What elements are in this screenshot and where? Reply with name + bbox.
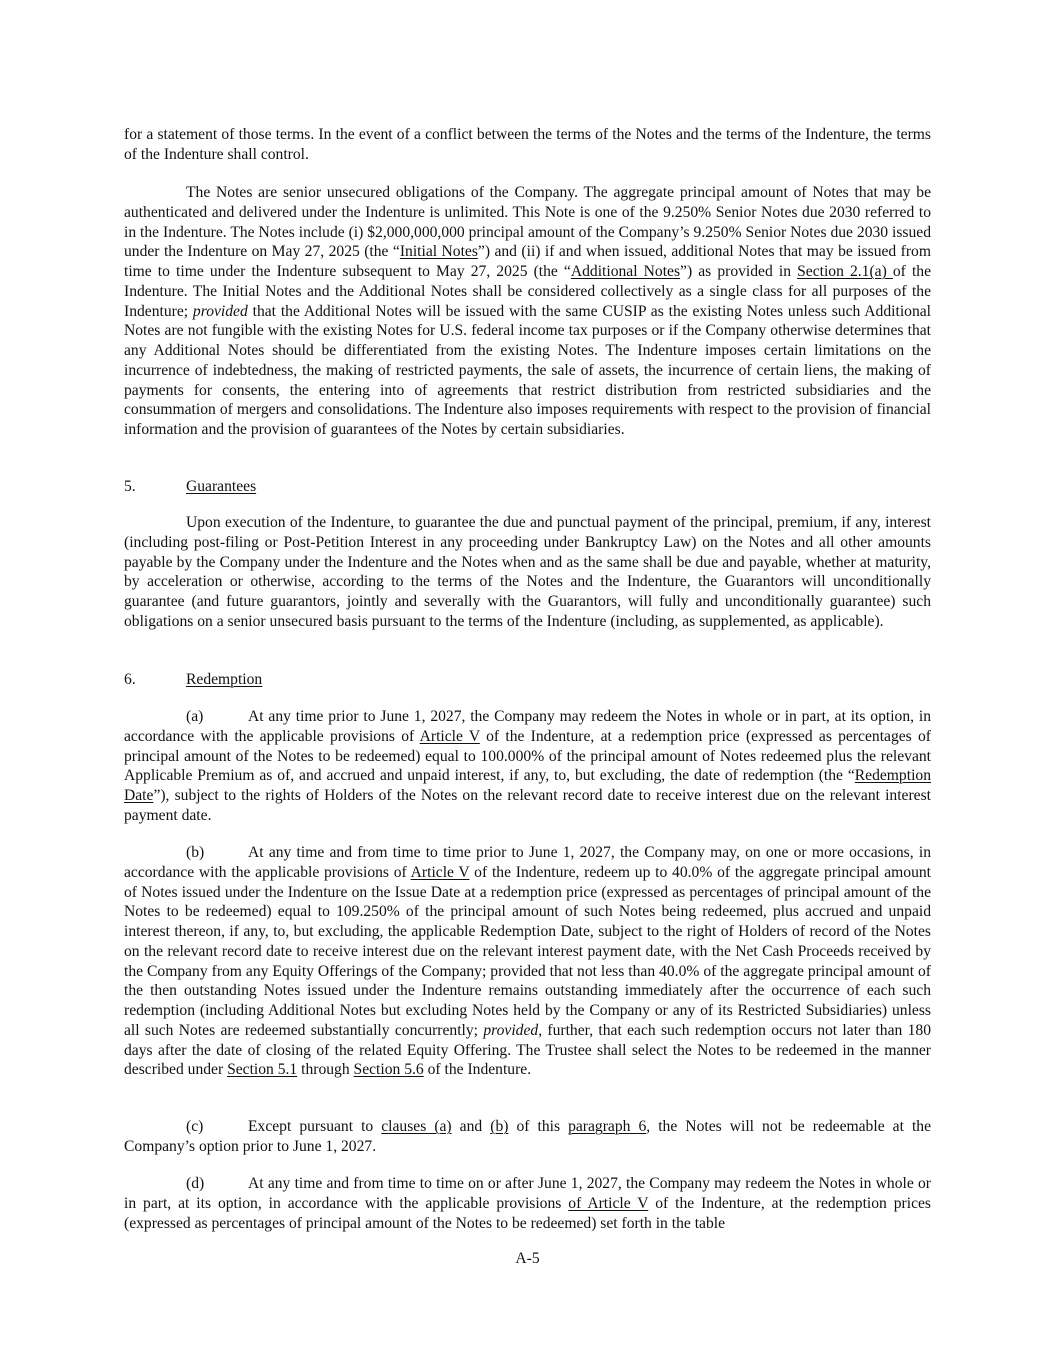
emphasis-text: provided <box>192 302 248 320</box>
text-run: of the Indenture. <box>423 1061 532 1079</box>
paragraph <box>124 843 931 1080</box>
text-run: through <box>297 1061 354 1079</box>
clause-label: (b) <box>186 844 205 861</box>
text-run: ”) and (ii) if and when issued, additional Notes that may be issued from time to time under the Indenture subsequent to May 27, 2025 (the “ <box>124 243 931 280</box>
text-run: At any time and from time to time on or after June 1, 2027, the Company may redeem the Notes in whole or in part, at its option, in accordance with the applicable provisions <box>124 1175 931 1212</box>
text-run: At any time and from time to time prior to June 1, 2027, the Company may, on one or more occasions, in accordance with the applicable provisions of <box>124 844 931 881</box>
text-run: of the Indenture, at a redemption price (expressed as percentages of principal amount of the Notes to be redeemed) equal to 100.000% of the principal amount of Notes redeemed plus the relevant Applicable Premium as of, and accrued and unpaid interest, if any, to, but excluding, the date of redemption (the “ <box>124 727 931 785</box>
clause-label: (a) <box>186 708 204 725</box>
text-run: that the Additional Notes will be issued with the same CUSIP as the existing Notes unless such Additional Notes are not fungible with the existing Notes for U.S. federal income tax purposes or if the Company otherwise determines that any Additional Notes should be differentiated from the existing Notes. The Indenture imposes certain limitations on the incurrence of indebtedness, the making of restricted payments, the sale of assets, the incurrence of certain liens, the making of payments for consents, the entering into of agreements that restrict distribution from restricted subsidiaries and the consummation of mergers and consolidations. The Indenture also imposes requirements with respect to the provision of financial information and the provision of guarantees of the Notes by certain subsidiaries. <box>124 302 931 438</box>
text-run: At any time prior to June 1, 2027, the Company may redeem the Notes in whole or in part, at its option, in accordance with the applicable provisions of <box>124 708 931 745</box>
text-run: and <box>451 1118 491 1135</box>
text-run: , the Notes will not be redeemable at the Company’s option prior to June 1, 2027. <box>124 1118 931 1155</box>
section-number: 5. <box>124 478 136 495</box>
cross-reference: Article V <box>410 863 470 881</box>
text-run: Except pursuant to <box>248 1118 382 1135</box>
section-heading <box>124 477 931 497</box>
text-run: for a statement of those terms. In the event of a conflict between the terms of the Notes and the terms of the Indenture, the terms of the Indenture shall control. <box>124 126 931 163</box>
cross-reference: Section 5.6 <box>353 1061 424 1079</box>
paragraph <box>124 513 931 632</box>
cross-reference: Additional Notes <box>570 263 681 280</box>
text-run: of the Indenture. The Initial Notes and the Additional Notes shall be considered collectively as a single class for all purposes of the Indenture; <box>124 263 931 320</box>
cross-reference: Initial Notes <box>399 243 478 261</box>
clause-label: (d) <box>186 1175 205 1192</box>
cross-reference: Guarantees <box>186 478 257 495</box>
section-number: 6. <box>124 671 136 688</box>
text-run: ”), subject to the rights of Holders of the Notes on the relevant record date to receive interest due on the relevant interest payment date. <box>124 787 931 824</box>
paragraph <box>124 125 931 165</box>
cross-reference: Article V <box>419 727 480 745</box>
text-run: of the Indenture, redeem up to 40.0% of the aggregate principal amount of Notes issued under the Indenture on the Issue Date at a redemption price (expressed as percentages of principal amount of the Notes to be redeemed) equal to 109.250% of the principal amount of such Notes being redeemed, plus accrued and unpaid interest thereon, if any, to, but excluding, the applicable Redemption Date, subject to the right of Holders of record of the Notes on the relevant record date to receive interest due on the relevant interest payment date, with the Net Cash Proceeds received by the Company from any Equity Offerings of the Company; provided that not less than 40.0% of the aggregate principal amount of the then outstanding Notes issued under the Indenture remains outstanding immediately after the occurrence of each such redemption (including Additional Notes but excluding Notes held by the Company or any of its Restricted Subsidiaries) unless all such Notes are redeemed substantially concurrently; <box>124 863 931 1039</box>
cross-reference: (b) <box>490 1118 509 1135</box>
cross-reference: Section 5.1 <box>227 1061 298 1079</box>
clause-label: (c) <box>186 1118 204 1135</box>
cross-reference: clauses (a) <box>381 1118 452 1135</box>
text-run: , further, that each such redemption occurs not later than 180 days after the date of closing of the related Equity Offering. The Trustee shall select the Notes to be redeemed in the manner described under <box>124 1021 931 1079</box>
cross-reference: Section 2.1(a) <box>797 263 893 280</box>
cross-reference: Redemption <box>186 671 263 688</box>
paragraph <box>124 707 931 826</box>
cross-reference: paragraph 6 <box>568 1118 647 1135</box>
paragraph <box>124 183 931 440</box>
text-run: ”) as provided in <box>680 263 798 280</box>
text-run: of this <box>508 1118 569 1135</box>
text-run: of the Indenture, at the redemption prices (expressed as percentages of principal amount of the Notes to be redeemed) set forth in the table <box>124 1194 931 1232</box>
paragraph <box>124 1174 931 1233</box>
paragraph <box>124 1117 931 1157</box>
text-run: Upon execution of the Indenture, to guarantee the due and punctual payment of the principal, premium, if any, interest (including post-filing or Post-Petition Interest in any proceeding under Bankruptcy Law) on the Notes and all other amounts payable by the Company under the Indenture and the Notes when and as the same shall be due and payable, whether at maturity, by acceleration or otherwise, according to the terms of the Notes and the Indenture, the Guarantors will unconditionally guarantee (and future guarantors, jointly and severally with the Guarantors, will fully and unconditionally guarantee) such obligations on a senior unsecured basis pursuant to the terms of the Indenture (including, as supplemented, as applicable). <box>124 514 931 630</box>
cross-reference: Redemption Date <box>124 767 931 804</box>
text-run: The Notes are senior unsecured obligations of the Company. The aggregate principal amount of Notes that may be authenticated and delivered under the Indenture is unlimited. This Note is one of the 9.250% Senior Notes due 2030 referred to in the Indenture. The Notes include (i) $2,000,000,000 principal amount of the Company’s 9.250% Senior Notes due 2030 issued under the Indenture on May 27, 2025 (the “ <box>124 184 931 261</box>
section-heading <box>124 670 931 690</box>
cross-reference: of Article V <box>568 1194 649 1212</box>
emphasis-text: provided <box>483 1021 539 1039</box>
page-number: A-5 <box>515 1250 540 1267</box>
